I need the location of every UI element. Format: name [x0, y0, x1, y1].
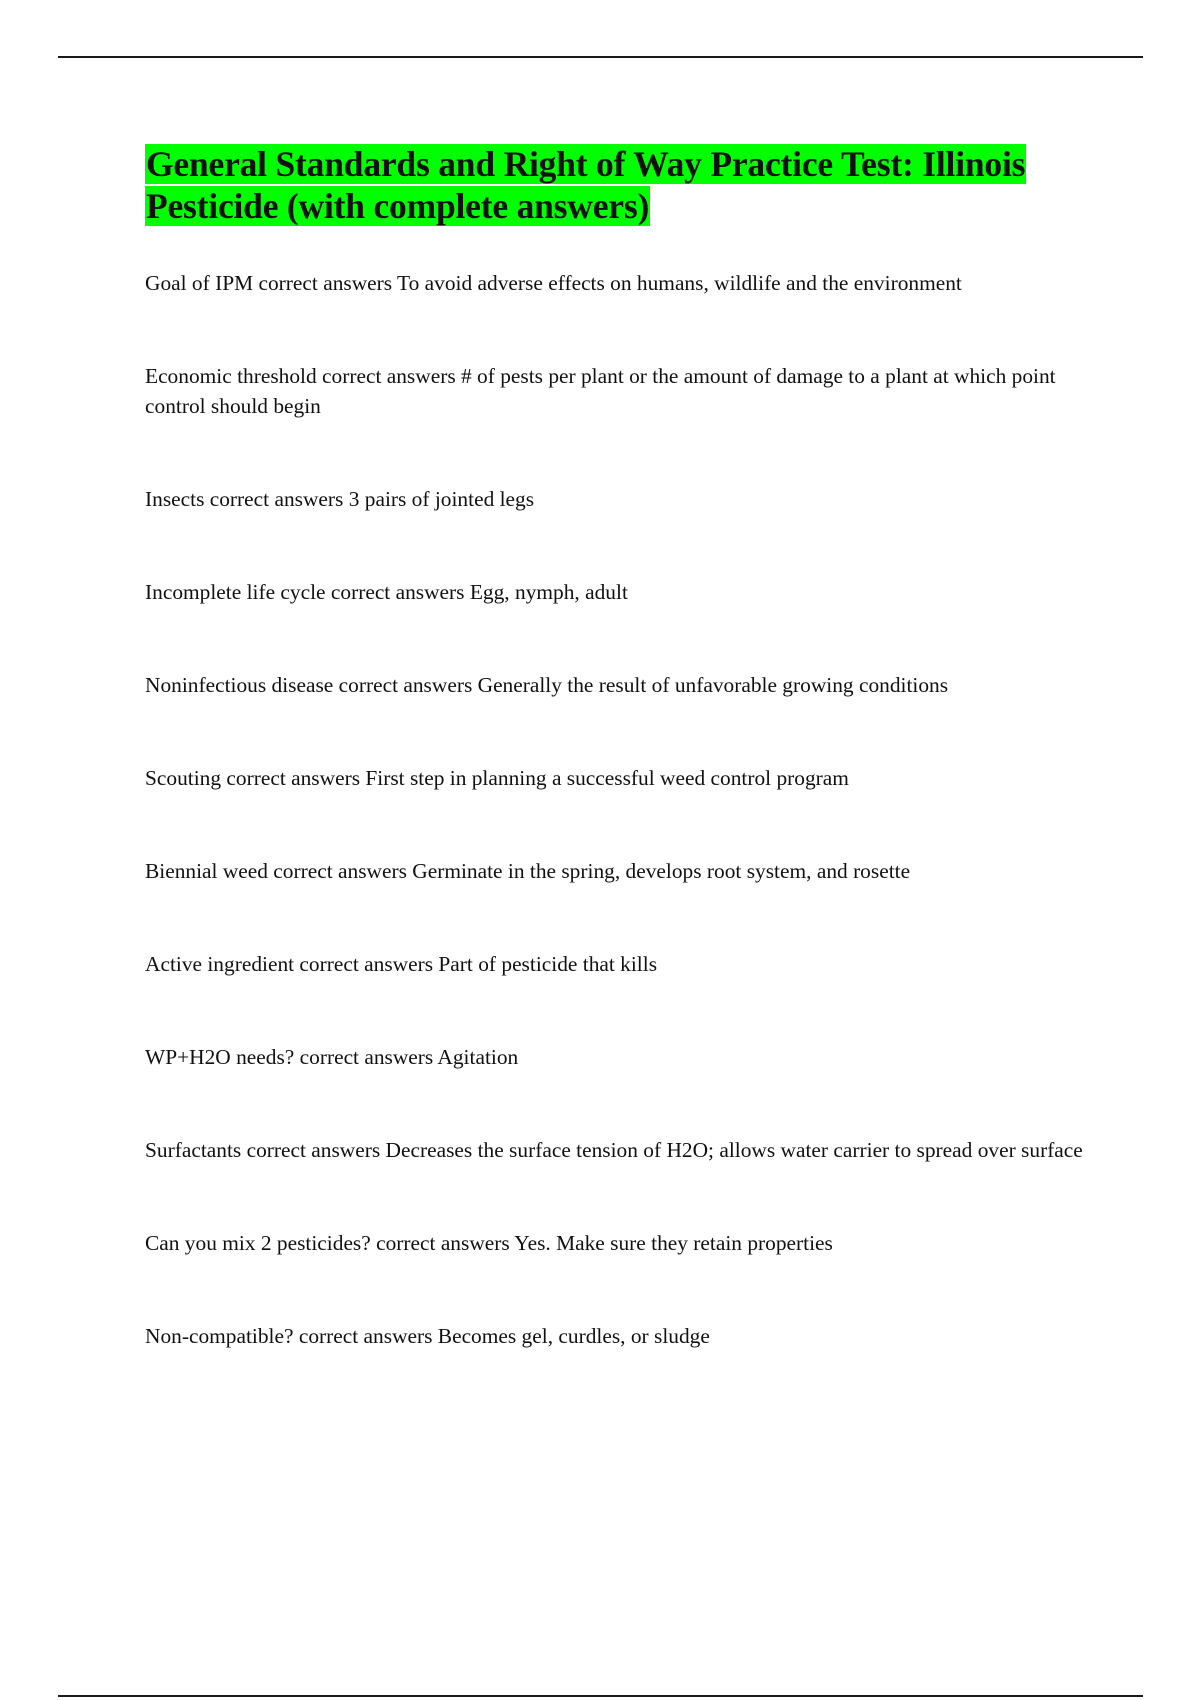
- qa-item-incomplete-life-cycle: Incomplete life cycle correct answers Egg, nymph, adult: [145, 580, 628, 604]
- title-highlight: General Standards and Right of Way Practice Test: Illinois Pesticide (with complete answers): [146, 144, 1026, 226]
- document-body: [145, 143, 1090, 1414]
- qa-item-insects: Insects correct answers 3 pairs of jointed legs: [145, 487, 535, 511]
- footer-rule: [58, 1695, 1143, 1697]
- qa-item-economic-threshold: Economic threshold correct answers # of pests per plant or the amount of damage to a plant at which point control should begin: [145, 364, 1056, 418]
- qa-item-biennial-weed: Biennial weed correct answers Germinate in the spring, develops root system, and rosette: [145, 859, 911, 883]
- qa-item-wp-h2o: WP+H2O needs? correct answers Agitation: [145, 1045, 519, 1069]
- header-rule: [58, 56, 1143, 58]
- qa-list: [145, 268, 1090, 1414]
- qa-item-mix-pesticides: Can you mix 2 pesticides? correct answers Yes. Make sure they retain properties: [145, 1231, 833, 1255]
- document-title: [145, 143, 1090, 227]
- qa-item-non-compatible: Non-compatible? correct answers Becomes gel, curdles, or sludge: [145, 1324, 710, 1348]
- qa-item-scouting: Scouting correct answers First step in planning a successful weed control program: [145, 766, 849, 790]
- qa-item-surfactants: Surfactants correct answers Decreases the surface tension of H2O; allows water carrier to spread over surface: [145, 1138, 1083, 1162]
- qa-item-active-ingredient: Active ingredient correct answers Part of pesticide that kills: [145, 952, 658, 976]
- qa-item-goal-of-ipm: Goal of IPM correct answers To avoid adverse effects on humans, wildlife and the environment: [145, 271, 962, 295]
- qa-item-noninfectious-disease: Noninfectious disease correct answers Generally the result of unfavorable growing conditions: [145, 673, 949, 697]
